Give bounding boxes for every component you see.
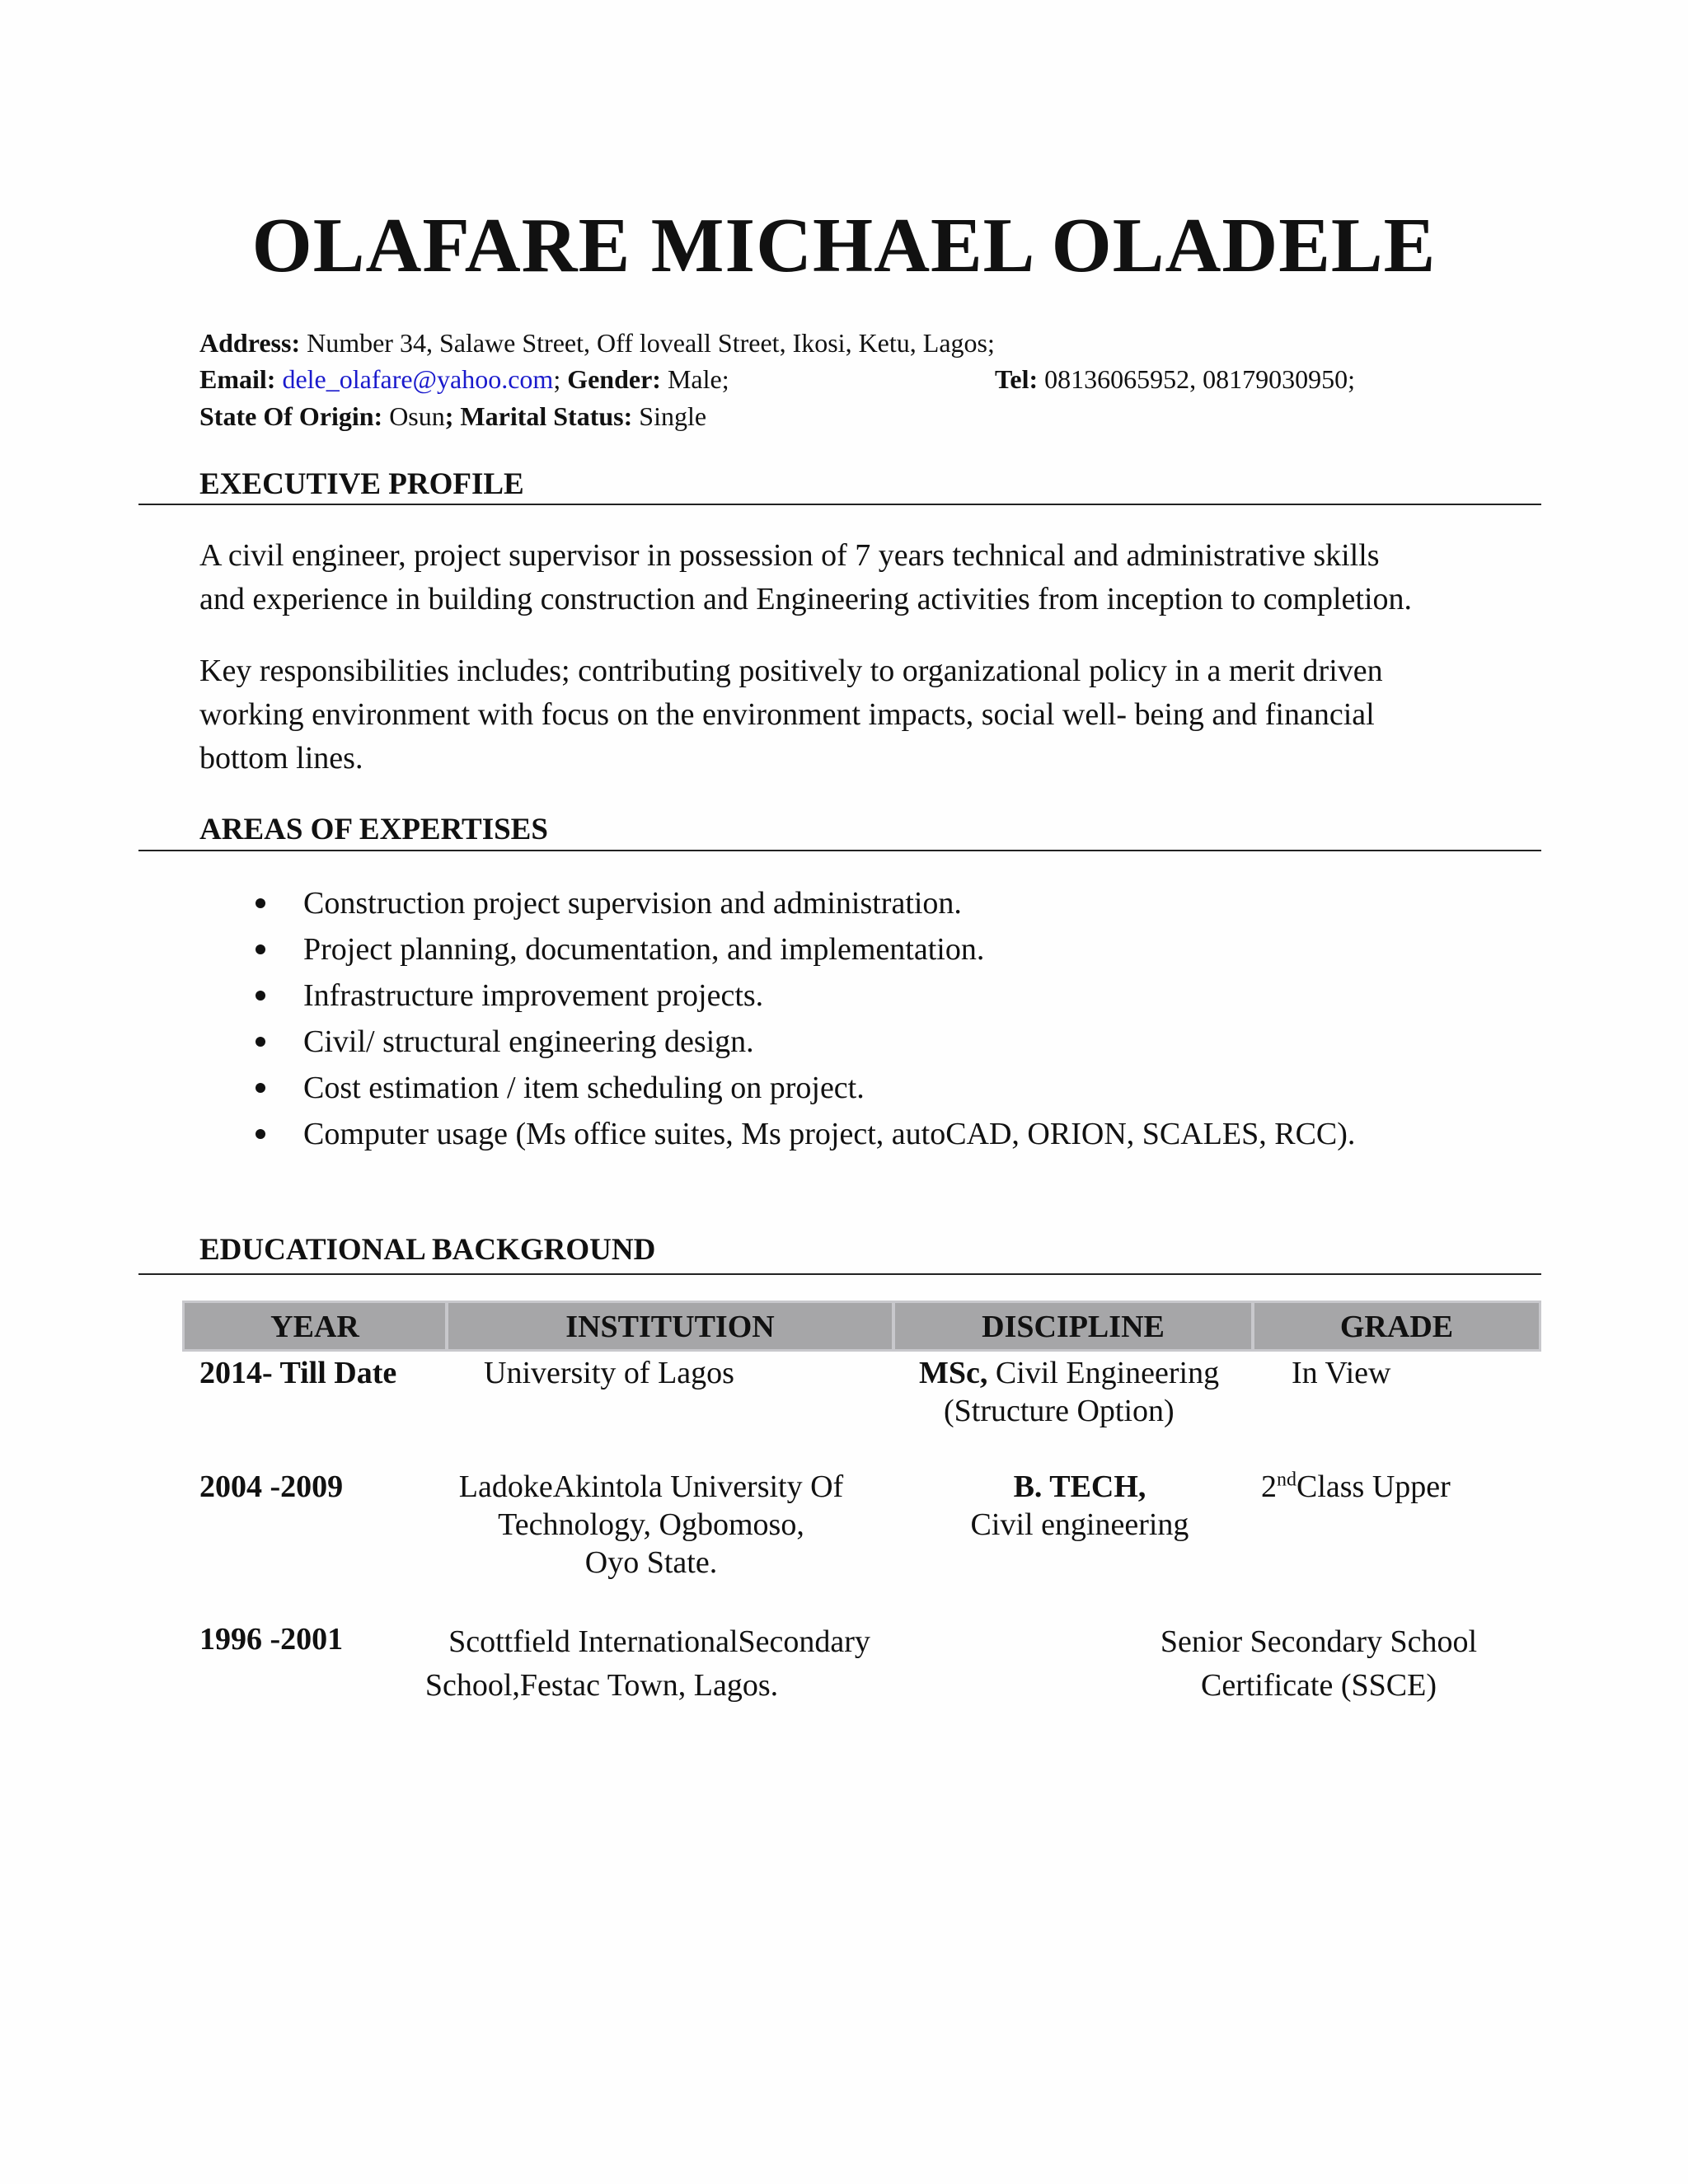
degree-label: B. TECH,: [1013, 1469, 1146, 1504]
list-item-text: Infrastructure improvement projects.: [303, 978, 764, 1013]
education-institution: University of Lagos: [484, 1356, 734, 1390]
discipline-text: Civil engineering: [970, 1507, 1189, 1542]
grade-line: Certificate (SSCE): [1201, 1668, 1437, 1703]
expertise-heading: AREAS OF EXPERTISES: [199, 813, 548, 846]
list-item-text: Computer usage (Ms office suites, Ms project, autoCAD, ORION, SCALES, RCC).: [303, 1117, 1356, 1151]
institution-line: Technology, Ogbomoso,: [498, 1507, 804, 1542]
profile-line: Key responsibilities includes; contributing positively to organizational policy in a merit driven: [199, 654, 1383, 688]
origin-value: Osun: [389, 401, 445, 431]
education-year: 2014- Till Date: [199, 1356, 397, 1390]
profile-line: A civil engineer, project supervisor in possession of 7 years technical and administrative skills: [199, 538, 1380, 573]
tel-line: [995, 363, 1355, 396]
candidate-name: OLAFARE MICHAEL OLADELE: [251, 203, 1437, 288]
education-grade: [1261, 1468, 1451, 1506]
education-grade: In View: [1292, 1356, 1391, 1390]
tel-label: Tel:: [995, 364, 1039, 394]
email-label: Email:: [199, 364, 276, 394]
institution-line: Scottfield InternationalSecondary: [448, 1624, 870, 1659]
profile-line: bottom lines.: [199, 741, 363, 776]
grade-ordinal: nd: [1277, 1469, 1296, 1491]
list-item-text: Project planning, documentation, and implementation.: [303, 932, 985, 967]
section-divider: [138, 1273, 1541, 1275]
list-item-text: Construction project supervision and administration.: [303, 886, 962, 921]
education-discipline-option: (Structure Option): [944, 1394, 1175, 1428]
bullet-icon: [256, 898, 265, 908]
column-header-grade: GRADE: [1339, 1310, 1454, 1344]
education-discipline: [919, 1354, 1219, 1392]
email-link[interactable]: dele_olafare@yahoo.com: [282, 364, 554, 394]
education-heading: EDUCATIONAL BACKGROUND: [199, 1233, 656, 1267]
list-item: [247, 880, 1355, 926]
column-header-discipline: DISCIPLINE: [982, 1310, 1165, 1344]
institution-line: Oyo State.: [584, 1545, 718, 1580]
bullet-icon: [256, 944, 265, 954]
origin-label: State Of Origin:: [199, 401, 383, 431]
origin-marital-line: [199, 400, 706, 433]
list-item: [247, 1111, 1355, 1157]
marital-label: ; Marital Status:: [444, 401, 633, 431]
education-discipline: [915, 1468, 1245, 1544]
education-grade: [1137, 1620, 1500, 1708]
column-header-year: YEAR: [270, 1310, 359, 1344]
education-year: 2004 -2009: [199, 1469, 344, 1504]
discipline-text: Civil Engineering: [995, 1356, 1220, 1390]
email-gender-line: [199, 363, 729, 396]
list-item: [247, 972, 1355, 1019]
tel-value: 08136065952, 08179030950;: [1044, 364, 1356, 394]
grade-number: 2: [1261, 1469, 1277, 1504]
list-item-text: Civil/ structural engineering design.: [303, 1024, 754, 1059]
grade-text: Class Upper: [1296, 1469, 1451, 1504]
address-label: Address:: [199, 328, 301, 358]
profile-line: working environment with focus on the environment impacts, social well- being and financial: [199, 697, 1375, 732]
education-institution: [371, 1620, 882, 1708]
profile-paragraph-2: [199, 649, 1502, 780]
section-divider: [138, 504, 1541, 505]
address-value: Number 34, Salawe Street, Off loveall Street, Ikosi, Ketu, Lagos;: [307, 328, 995, 358]
list-item: [247, 926, 1355, 972]
bullet-icon: [256, 1083, 265, 1093]
grade-line: Senior Secondary School: [1160, 1624, 1478, 1659]
gender-value: Male;: [667, 364, 729, 394]
bullet-icon: [256, 1129, 265, 1139]
institution-line: LadokeAkintola University Of: [458, 1469, 844, 1504]
list-item: [247, 1065, 1355, 1111]
profile-line: and experience in building construction and Engineering activities from inception to completion.: [199, 582, 1413, 616]
institution-line: School,Festac Town, Lagos.: [424, 1668, 779, 1703]
column-header-institution: INSTITUTION: [565, 1310, 775, 1344]
degree-label: MSc,: [919, 1356, 988, 1390]
profile-paragraph-1: [199, 534, 1502, 621]
marital-value: Single: [639, 401, 707, 431]
education-year: 1996 -2001: [199, 1622, 344, 1657]
expertise-list: [247, 880, 1355, 1157]
bullet-icon: [256, 1037, 265, 1047]
executive-profile-heading: EXECUTIVE PROFILE: [199, 467, 524, 501]
gender-label: Gender:: [567, 364, 661, 394]
address-line: [199, 326, 995, 359]
education-institution: [429, 1468, 874, 1582]
list-item-text: Cost estimation / item scheduling on project.: [303, 1071, 865, 1105]
list-item: [247, 1019, 1355, 1065]
education-table-header: [182, 1301, 1541, 1352]
section-divider: [138, 850, 1541, 851]
bullet-icon: [256, 991, 265, 1001]
email-separator: ;: [553, 364, 561, 394]
